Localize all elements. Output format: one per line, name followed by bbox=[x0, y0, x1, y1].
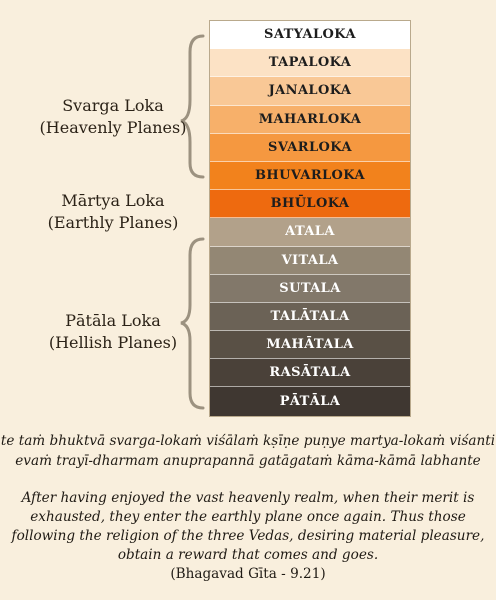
loka-tier-maharloka: MAHARLOKA bbox=[210, 106, 410, 134]
citation: (Bhagavad Gīta - 9.21) bbox=[170, 566, 326, 582]
verse-line-2: evaṁ trayī-dharmam anuprapannā gatāgataṁ kāma-kāmā labhante bbox=[15, 453, 481, 469]
patala-loka-subtitle: (Hellish Planes) bbox=[48, 333, 178, 352]
svarga-loka-subtitle: (Heavenly Planes) bbox=[39, 118, 187, 137]
loka-tier-sutala: SUTALA bbox=[210, 275, 410, 303]
loka-tier-tapaloka: TAPALOKA bbox=[210, 49, 410, 77]
loka-tier-rasātala: RASĀTALA bbox=[210, 359, 410, 387]
loka-tier-bhuvarloka: BHUVARLOKA bbox=[210, 162, 410, 190]
svarga-loka-label bbox=[38, 95, 188, 139]
svarga-loka-name: Svarga Loka bbox=[62, 96, 164, 115]
loka-tier-satyaloka: SATYALOKA bbox=[210, 21, 410, 49]
translation-block bbox=[10, 489, 486, 584]
loka-tier-atala: ATALA bbox=[210, 218, 410, 246]
patala-loka-name: Pātāla Loka bbox=[65, 311, 161, 330]
martya-loka-subtitle: (Earthly Planes) bbox=[47, 213, 179, 232]
verse-line-1: te taṁ bhuktvā svarga-lokaṁ viśālaṁ kṣīṇe puṇye martya-lokaṁ viśanti bbox=[0, 433, 496, 449]
sanskrit-verse bbox=[0, 431, 496, 471]
martya-loka-name: Mārtya Loka bbox=[61, 191, 165, 210]
loka-stack bbox=[209, 20, 411, 417]
translation-text: After having enjoyed the vast heavenly realm, when their merit is exhausted, they enter the earthly plane once again. Thus those following the religion of the three Vedas, desiring material pleasure, obtain a reward that comes and goes. bbox=[11, 490, 485, 563]
loka-tier-mahātala: MAHĀTALA bbox=[210, 331, 410, 359]
loka-tier-talātala: TALĀTALA bbox=[210, 303, 410, 331]
loka-tier-pātāla: PĀTĀLA bbox=[210, 387, 410, 415]
patala-loka-label bbox=[38, 310, 188, 354]
loka-tier-vitala: VITALA bbox=[210, 247, 410, 275]
loka-tier-janaloka: JANALOKA bbox=[210, 77, 410, 105]
martya-loka-label bbox=[38, 190, 188, 234]
loka-tier-bhūloka: BHŪLOKA bbox=[210, 190, 410, 218]
loka-tier-svarloka: SVARLOKA bbox=[210, 134, 410, 162]
